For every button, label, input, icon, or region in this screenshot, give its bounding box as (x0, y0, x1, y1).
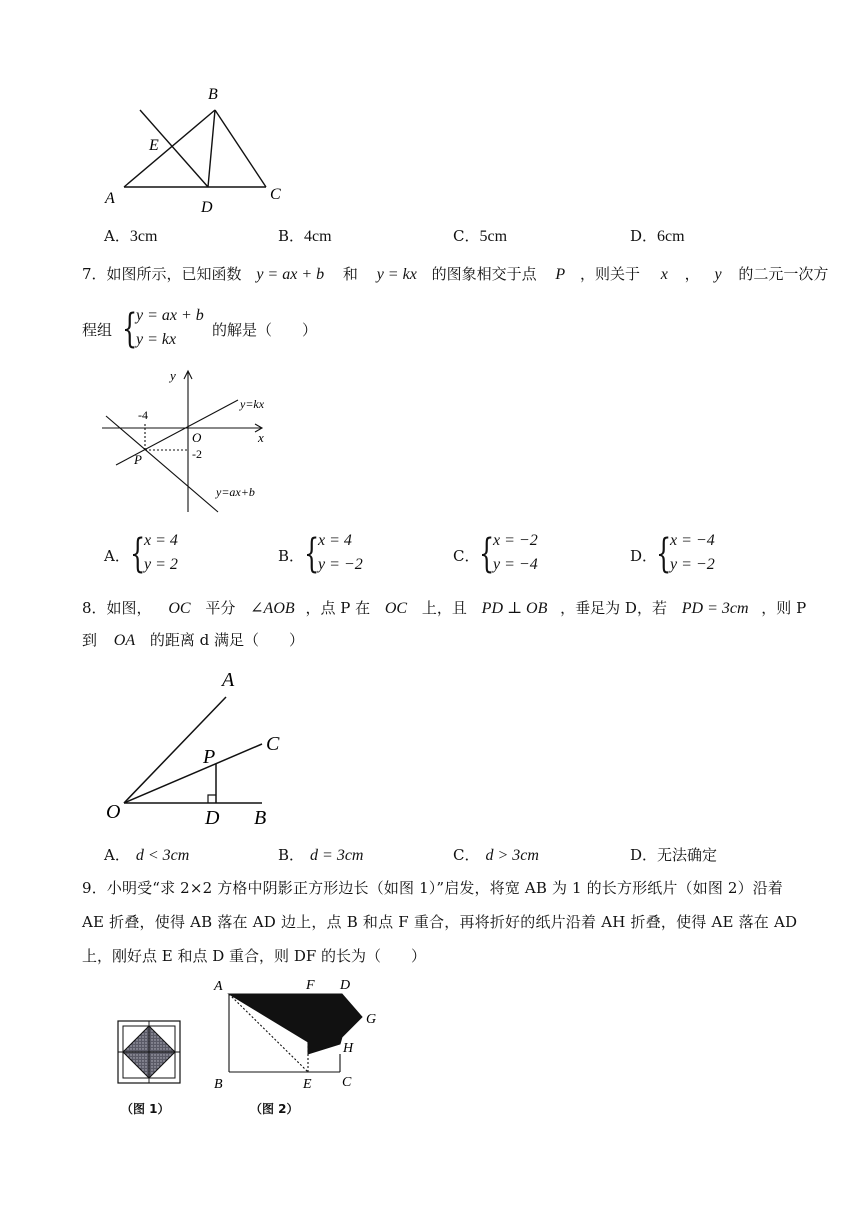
q9-label-e: E (303, 1077, 312, 1092)
option-letter: B． (278, 227, 305, 245)
q6-triangle-figure (98, 80, 298, 220)
q7-tick-neg2: -2 (192, 447, 202, 461)
q9-label-g: G (366, 1012, 377, 1027)
q6-side-ab (124, 110, 215, 187)
q7-label-line-axb: y=ax+b (216, 485, 255, 499)
option-text: 6cm (657, 228, 685, 245)
q8-ray-oc (124, 744, 262, 803)
q8-pd-length: PD = 3cm (681, 600, 749, 617)
q6-label-e: E (149, 137, 159, 154)
option-letter: C． (453, 846, 480, 864)
q8-angle-figure (100, 664, 300, 832)
q7-equation-system (122, 307, 212, 353)
option-letter: D． (630, 846, 658, 864)
q8-option-a[interactable] (104, 845, 189, 866)
q6-label-c: C (270, 186, 281, 203)
option-row2: y = −2 (670, 556, 715, 573)
q7-option-d[interactable] (630, 532, 740, 580)
q7-graph (98, 366, 283, 516)
q9-label-b: B (214, 1077, 223, 1092)
q8-segment-oa: OA (113, 632, 136, 649)
q6-option-d[interactable] (630, 226, 685, 247)
q9-figure-2 (206, 974, 396, 1096)
q7-text: 7．如图所示，已知函数 (82, 265, 242, 283)
option-text: 5cm (479, 228, 508, 245)
q6-segment-bd (208, 110, 215, 187)
q7-option-c[interactable] (453, 532, 563, 580)
q8-stem-line1 (82, 598, 806, 619)
option-letter: D． (630, 227, 658, 245)
q8-angle-aob: ∠AOB (250, 600, 295, 617)
option-system (304, 532, 374, 578)
brace-icon: { (656, 531, 672, 577)
q7-formula-axb: y = ax + b (256, 266, 325, 283)
q8-option-b[interactable] (278, 845, 363, 866)
option-letter: A． (104, 547, 130, 565)
q9-figure-1 (115, 1018, 185, 1088)
q6-option-a[interactable] (104, 226, 157, 247)
option-row1: x = −2 (493, 532, 538, 549)
q6-option-b[interactable] (278, 226, 332, 247)
q8-text: 上，且 (421, 599, 467, 617)
q7-system-row1: y = ax + b (136, 307, 204, 324)
option-letter: B． (278, 547, 305, 565)
option-text: 无法确定 (657, 846, 718, 864)
brace-icon: { (130, 531, 146, 577)
option-text: d < 3cm (135, 847, 190, 864)
q7-option-b[interactable] (278, 532, 388, 580)
brace-icon: { (304, 531, 320, 577)
q7-formula-kx: y = kx (376, 266, 417, 283)
option-letter: C． (453, 547, 480, 565)
q8-option-c[interactable] (453, 845, 539, 866)
option-text: 3cm (129, 228, 158, 245)
q8-text: 平分 (205, 599, 236, 617)
q6-label-a: A (105, 190, 115, 207)
option-system (130, 532, 200, 578)
q6-label-b: B (208, 86, 218, 103)
q8-text: ，则 P (761, 599, 807, 617)
q7-text: 的图象相交于点 (431, 265, 537, 283)
option-row1: x = 4 (144, 532, 178, 549)
q8-label-a: A (222, 669, 235, 691)
q7-label-p: P (134, 452, 142, 467)
q7-label-origin: O (192, 430, 202, 445)
q7-stem-line2-a: 程组 (82, 321, 113, 339)
option-letter: A． (104, 846, 130, 864)
q8-label-b: B (254, 807, 267, 829)
q7-text: 的二元一次方 (738, 265, 829, 283)
q7-text: ，则关于 (579, 265, 640, 283)
q6-side-bc (215, 110, 266, 187)
q7-label-x: x (258, 430, 264, 445)
option-letter: D． (630, 547, 658, 565)
option-letter: B． (278, 846, 305, 864)
brace-icon: { (122, 306, 138, 352)
q8-text: 8．如图， (82, 599, 152, 617)
q8-right-angle-icon (208, 795, 216, 803)
q7-label-y: y (170, 368, 176, 383)
q8-label-d: D (205, 807, 220, 829)
q8-text: ，点 P 在 (305, 599, 371, 617)
q7-system-row2: y = kx (136, 331, 177, 348)
q9-stem-line3: 上，刚好点 E 和点 D 重合，则 DF 的长为（ ） (82, 947, 427, 965)
option-system (656, 532, 726, 578)
brace-icon: { (479, 531, 495, 577)
q8-segment-oc: OC (168, 600, 191, 617)
q7-var-y: y (714, 266, 722, 283)
q6-label-d: D (201, 199, 213, 216)
q9-figure-2-caption: （图 2） (250, 1102, 299, 1116)
q9-label-f: F (306, 978, 315, 993)
q9-label-a: A (214, 979, 223, 994)
q8-segment-oc: OC (384, 600, 408, 617)
q7-var-x: x (660, 266, 668, 283)
q9-label-d: D (340, 978, 351, 993)
q8-perpendicular: PD ⊥ OB (481, 600, 548, 617)
option-letter: A． (104, 227, 130, 245)
q8-text: 的距离 d 满足（ ） (149, 631, 305, 649)
option-row1: x = −4 (670, 532, 715, 549)
q6-option-c[interactable] (453, 226, 507, 247)
q7-stem-line2-b: 的解是（ ） (212, 321, 318, 339)
option-row2: y = −2 (318, 556, 363, 573)
q7-text: ， (684, 265, 700, 283)
q7-stem-line1 (82, 264, 828, 285)
q8-text: ，垂足为 D，若 (560, 599, 667, 617)
q7-point-p: P (555, 266, 566, 283)
option-row2: y = −4 (493, 556, 538, 573)
q7-option-a[interactable] (104, 532, 214, 580)
q9-figure-1-caption: （图 1） (121, 1102, 170, 1116)
q9-label-c: C (342, 1075, 352, 1090)
q8-label-c: C (266, 733, 280, 755)
option-letter: C． (453, 227, 480, 245)
q9-label-h: H (343, 1041, 354, 1056)
q9-stem-line2: AE 折叠，使得 AB 落在 AD 边上，点 B 和点 F 重合，再将折好的纸片沿着 AH 折叠，使得 AE 落在 AD (82, 913, 798, 931)
option-text: d > 3cm (485, 847, 539, 864)
q8-option-d[interactable] (630, 845, 717, 865)
q8-label-p: P (203, 746, 216, 768)
option-text: d = 3cm (310, 847, 364, 864)
option-row1: x = 4 (318, 532, 352, 549)
q8-label-o: O (106, 801, 121, 823)
q8-text: 到 (82, 631, 98, 649)
option-text: 4cm (304, 228, 332, 245)
q7-text: 和 (342, 265, 358, 283)
q7-tick-neg4: -4 (138, 408, 148, 422)
q8-stem-line2 (82, 630, 304, 651)
option-row2: y = 2 (144, 556, 178, 573)
option-system (479, 532, 549, 578)
q9-stem-line1: 9．小明受“求 2×2 方格中阴影正方形边长（如图 1）”启发，将宽 AB 为 1 的长方形纸片（如图 2）沿着 (82, 879, 784, 897)
q7-label-line-kx: y=kx (240, 397, 265, 411)
